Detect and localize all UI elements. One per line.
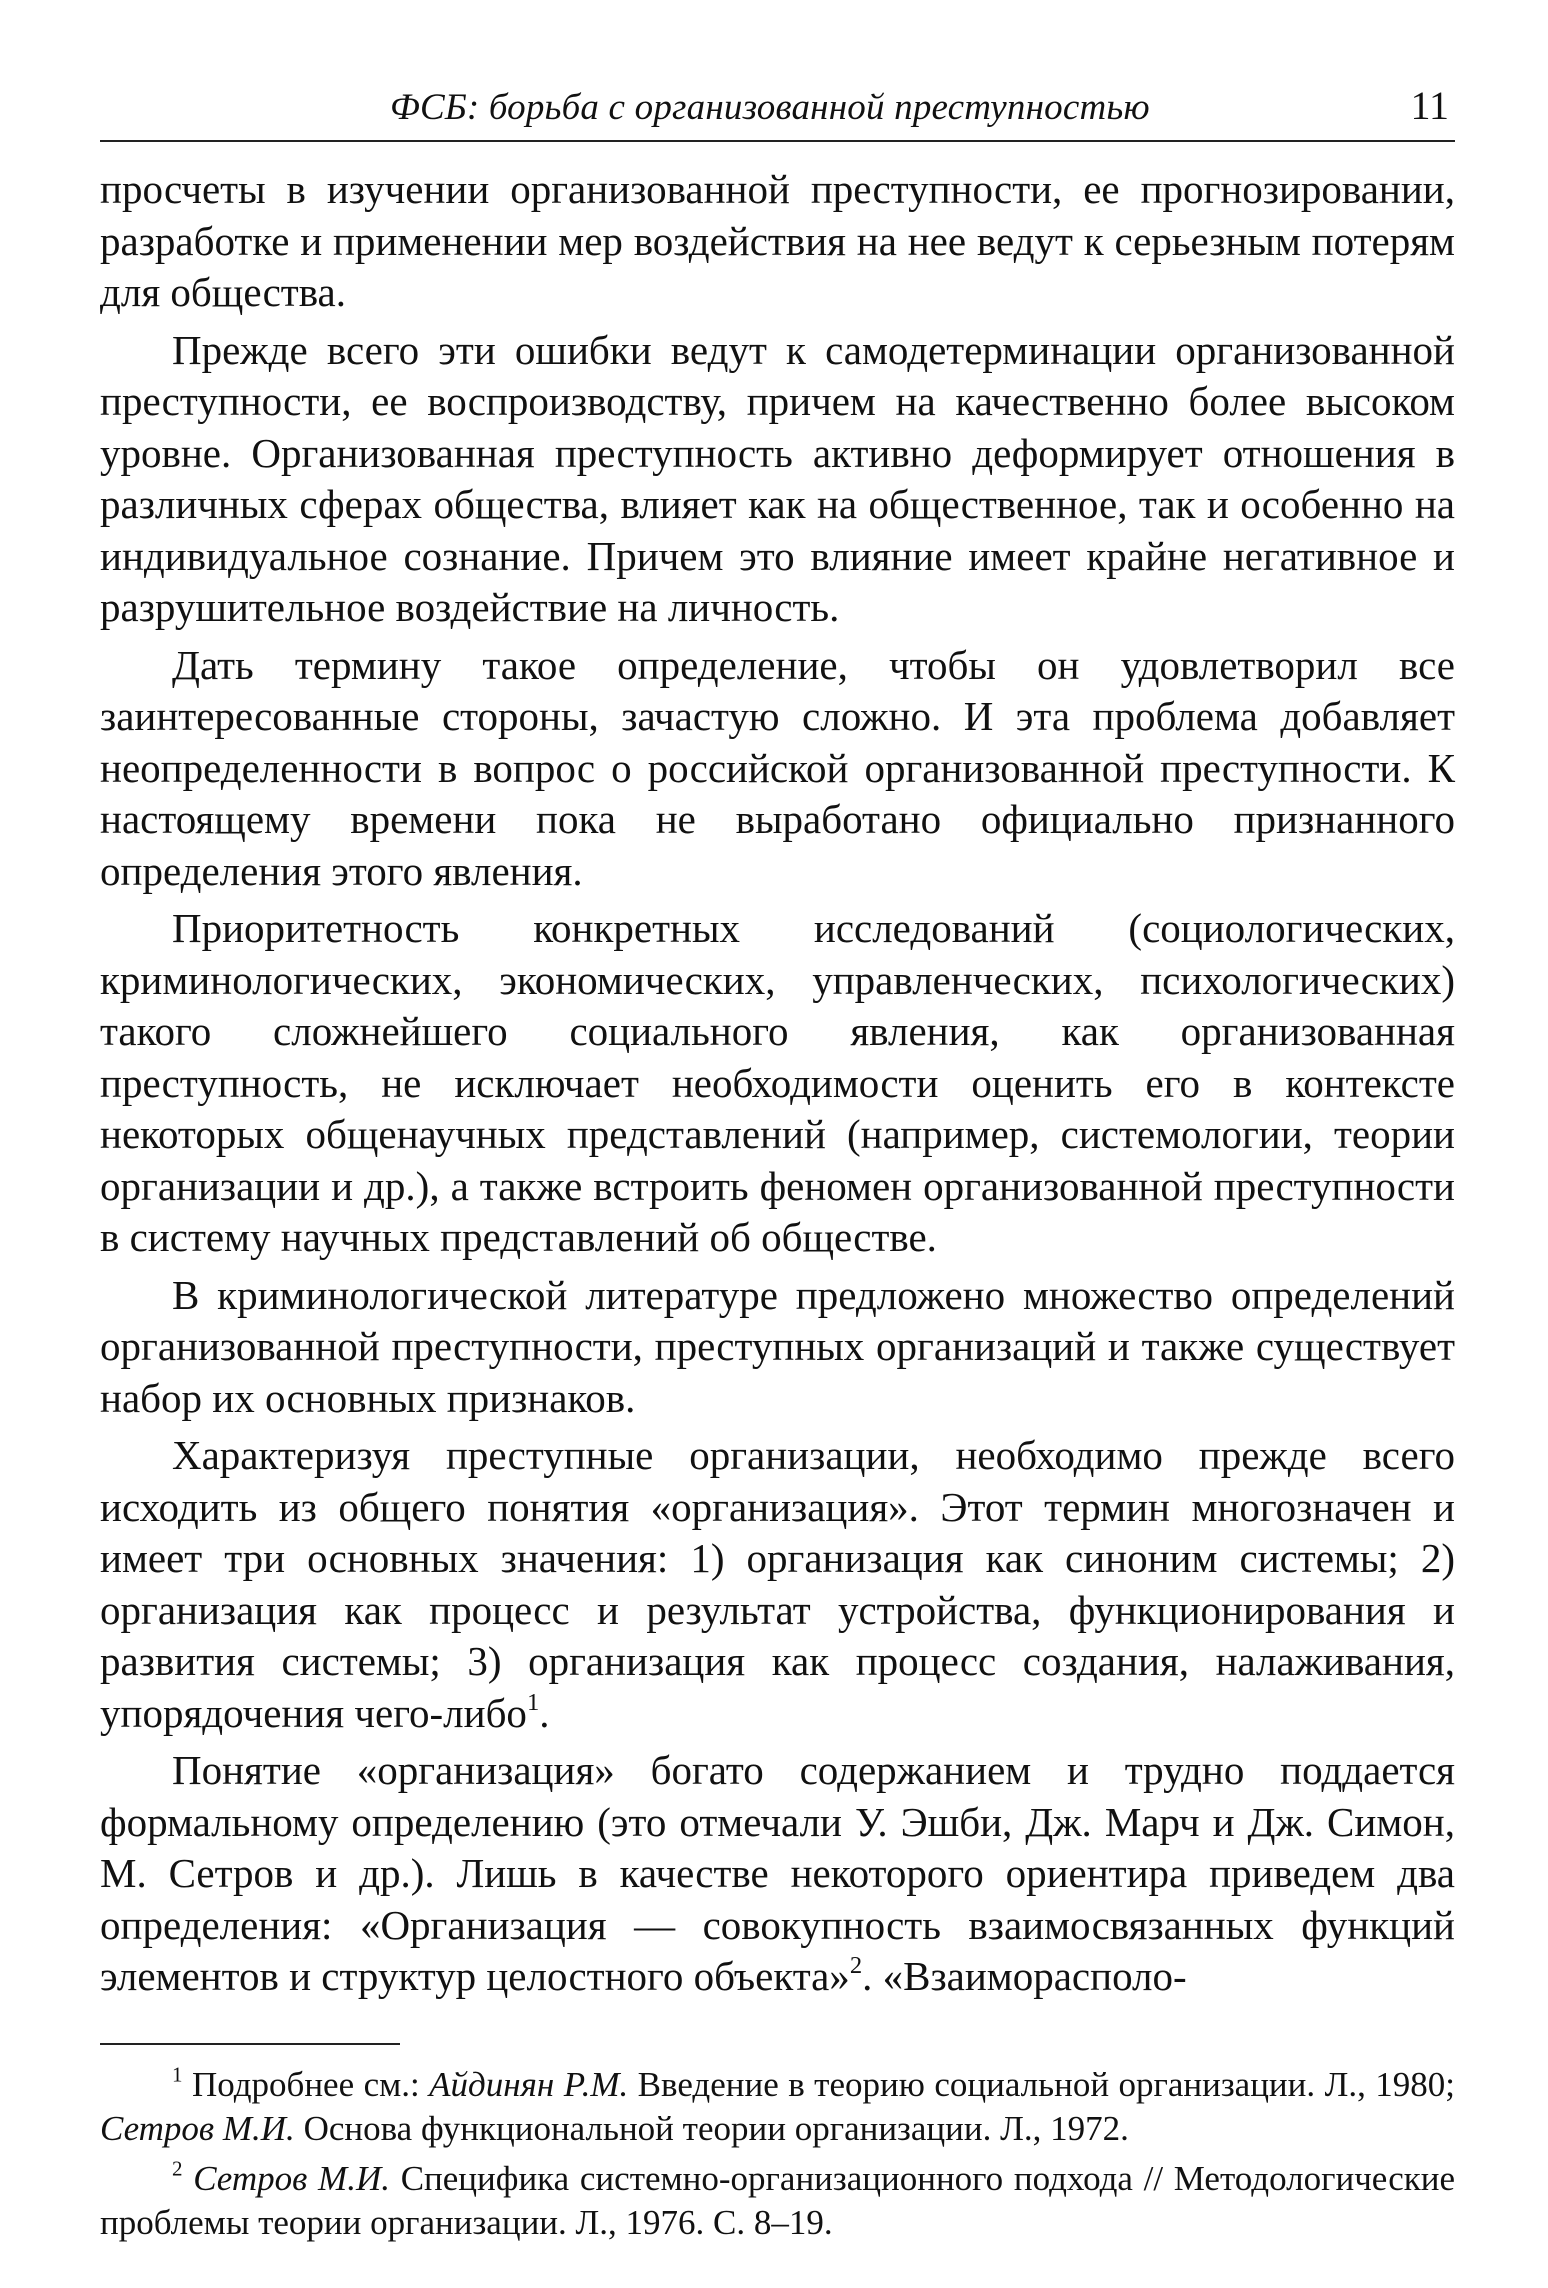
footnote-mark: 1 xyxy=(172,2061,183,2086)
paragraph: В криминологической литературе предложено множество определений организованной преступности, преступных организаций и также существует набор их основных признаков. xyxy=(100,1271,1455,1421)
running-header xyxy=(100,70,1455,142)
paragraph: просчеты в изучении организованной преступности, ее прогнозировании, разработке и применении мер воздействия на нее ведут к серьезным потерям для общества. xyxy=(100,166,1455,315)
footnote: $^2$ Сетров М.И. Специфика системно-организационного подхода // Методологические проблемы теории организации. Л., 1976. С. 8–19. xyxy=(100,2155,1456,2242)
paragraph: Прежде всего эти ошибки ведут к самодетерминации организованной преступности, ее воспроизводству, причем на качественно более высоком уровне. Организованная преступность активно деформирует отношения в различных сферах общества, влияет как на общественное, так и особенно на индивидуальное сознание. Причем это влияние имеет крайне негативное и разрушительное воздействие на личность. xyxy=(100,326,1455,630)
body-text xyxy=(100,164,1455,2003)
running-header-title: ФСБ: борьба с организованной преступностью xyxy=(390,87,1150,128)
footnote-ref[interactable]: 1 xyxy=(526,1688,540,1716)
footnote-divider xyxy=(100,2043,400,2045)
paragraph: Приоритетность конкретных исследований (социологических, криминологических, экономических, управленческих, психологических) такого сложнейшего социального явления, как организованная преступность, не исключает необходимости оценить его в контексте некоторых общенаучных представлений (например, системологии, теории организации и др.), а также встроить феномен организованной преступности в систему научных представлений об обществе. xyxy=(100,905,1455,1260)
footnote-author: Айдинян Р.М. xyxy=(429,2064,629,2104)
paragraph: Дать термину такое определение, чтобы он удовлетворил все заинтересованные стороны, зачастую сложно. И эта проблема добавляет неопределенности в вопрос о российской организованной преступности. К настоящему времени пока не выработано официально признанного определения этого явления. xyxy=(100,641,1455,894)
paragraph: Понятие «организация» богато содержанием и трудно поддается формальному определению (это отмечали У. Эшби, Дж. Марч и Дж. Симон, М. Сетров и др.). Лишь в качестве некоторого ориентира приведем два определения: «Организация — совокупность взаимосвязанных функций элементов и структур целостного объекта»$^2$. «Взаиморасполо- xyxy=(100,1747,1455,1999)
footnote-ref[interactable]: 2 xyxy=(849,1951,863,1979)
footnote-author: Сетров М.И. xyxy=(100,2108,295,2148)
footnotes xyxy=(100,2063,1455,2245)
footnote: $^1$ Подробнее см.: Айдинян Р.М. Введение в теорию социальной организации. Л., 1980; Сетров М.И. Основа функциональной теории организации. Л., 1972. xyxy=(100,2061,1455,2148)
footnote-author: Сетров М.И. xyxy=(193,2158,390,2198)
page xyxy=(100,70,1455,2251)
paragraph: Характеризуя преступные организации, необходимо прежде всего исходить из общего понятия «организация». Этот термин многозначен и имеет три основных значения: 1) организация как синоним системы; 2) организация как процесс и результат устройства, функционирования и развития системы; 3) организация как процесс создания, налаживания, упорядочения чего-либо$^1$. xyxy=(100,1432,1455,1736)
page-number: 11 xyxy=(1410,83,1449,128)
footnote-mark: 2 xyxy=(172,2155,183,2180)
